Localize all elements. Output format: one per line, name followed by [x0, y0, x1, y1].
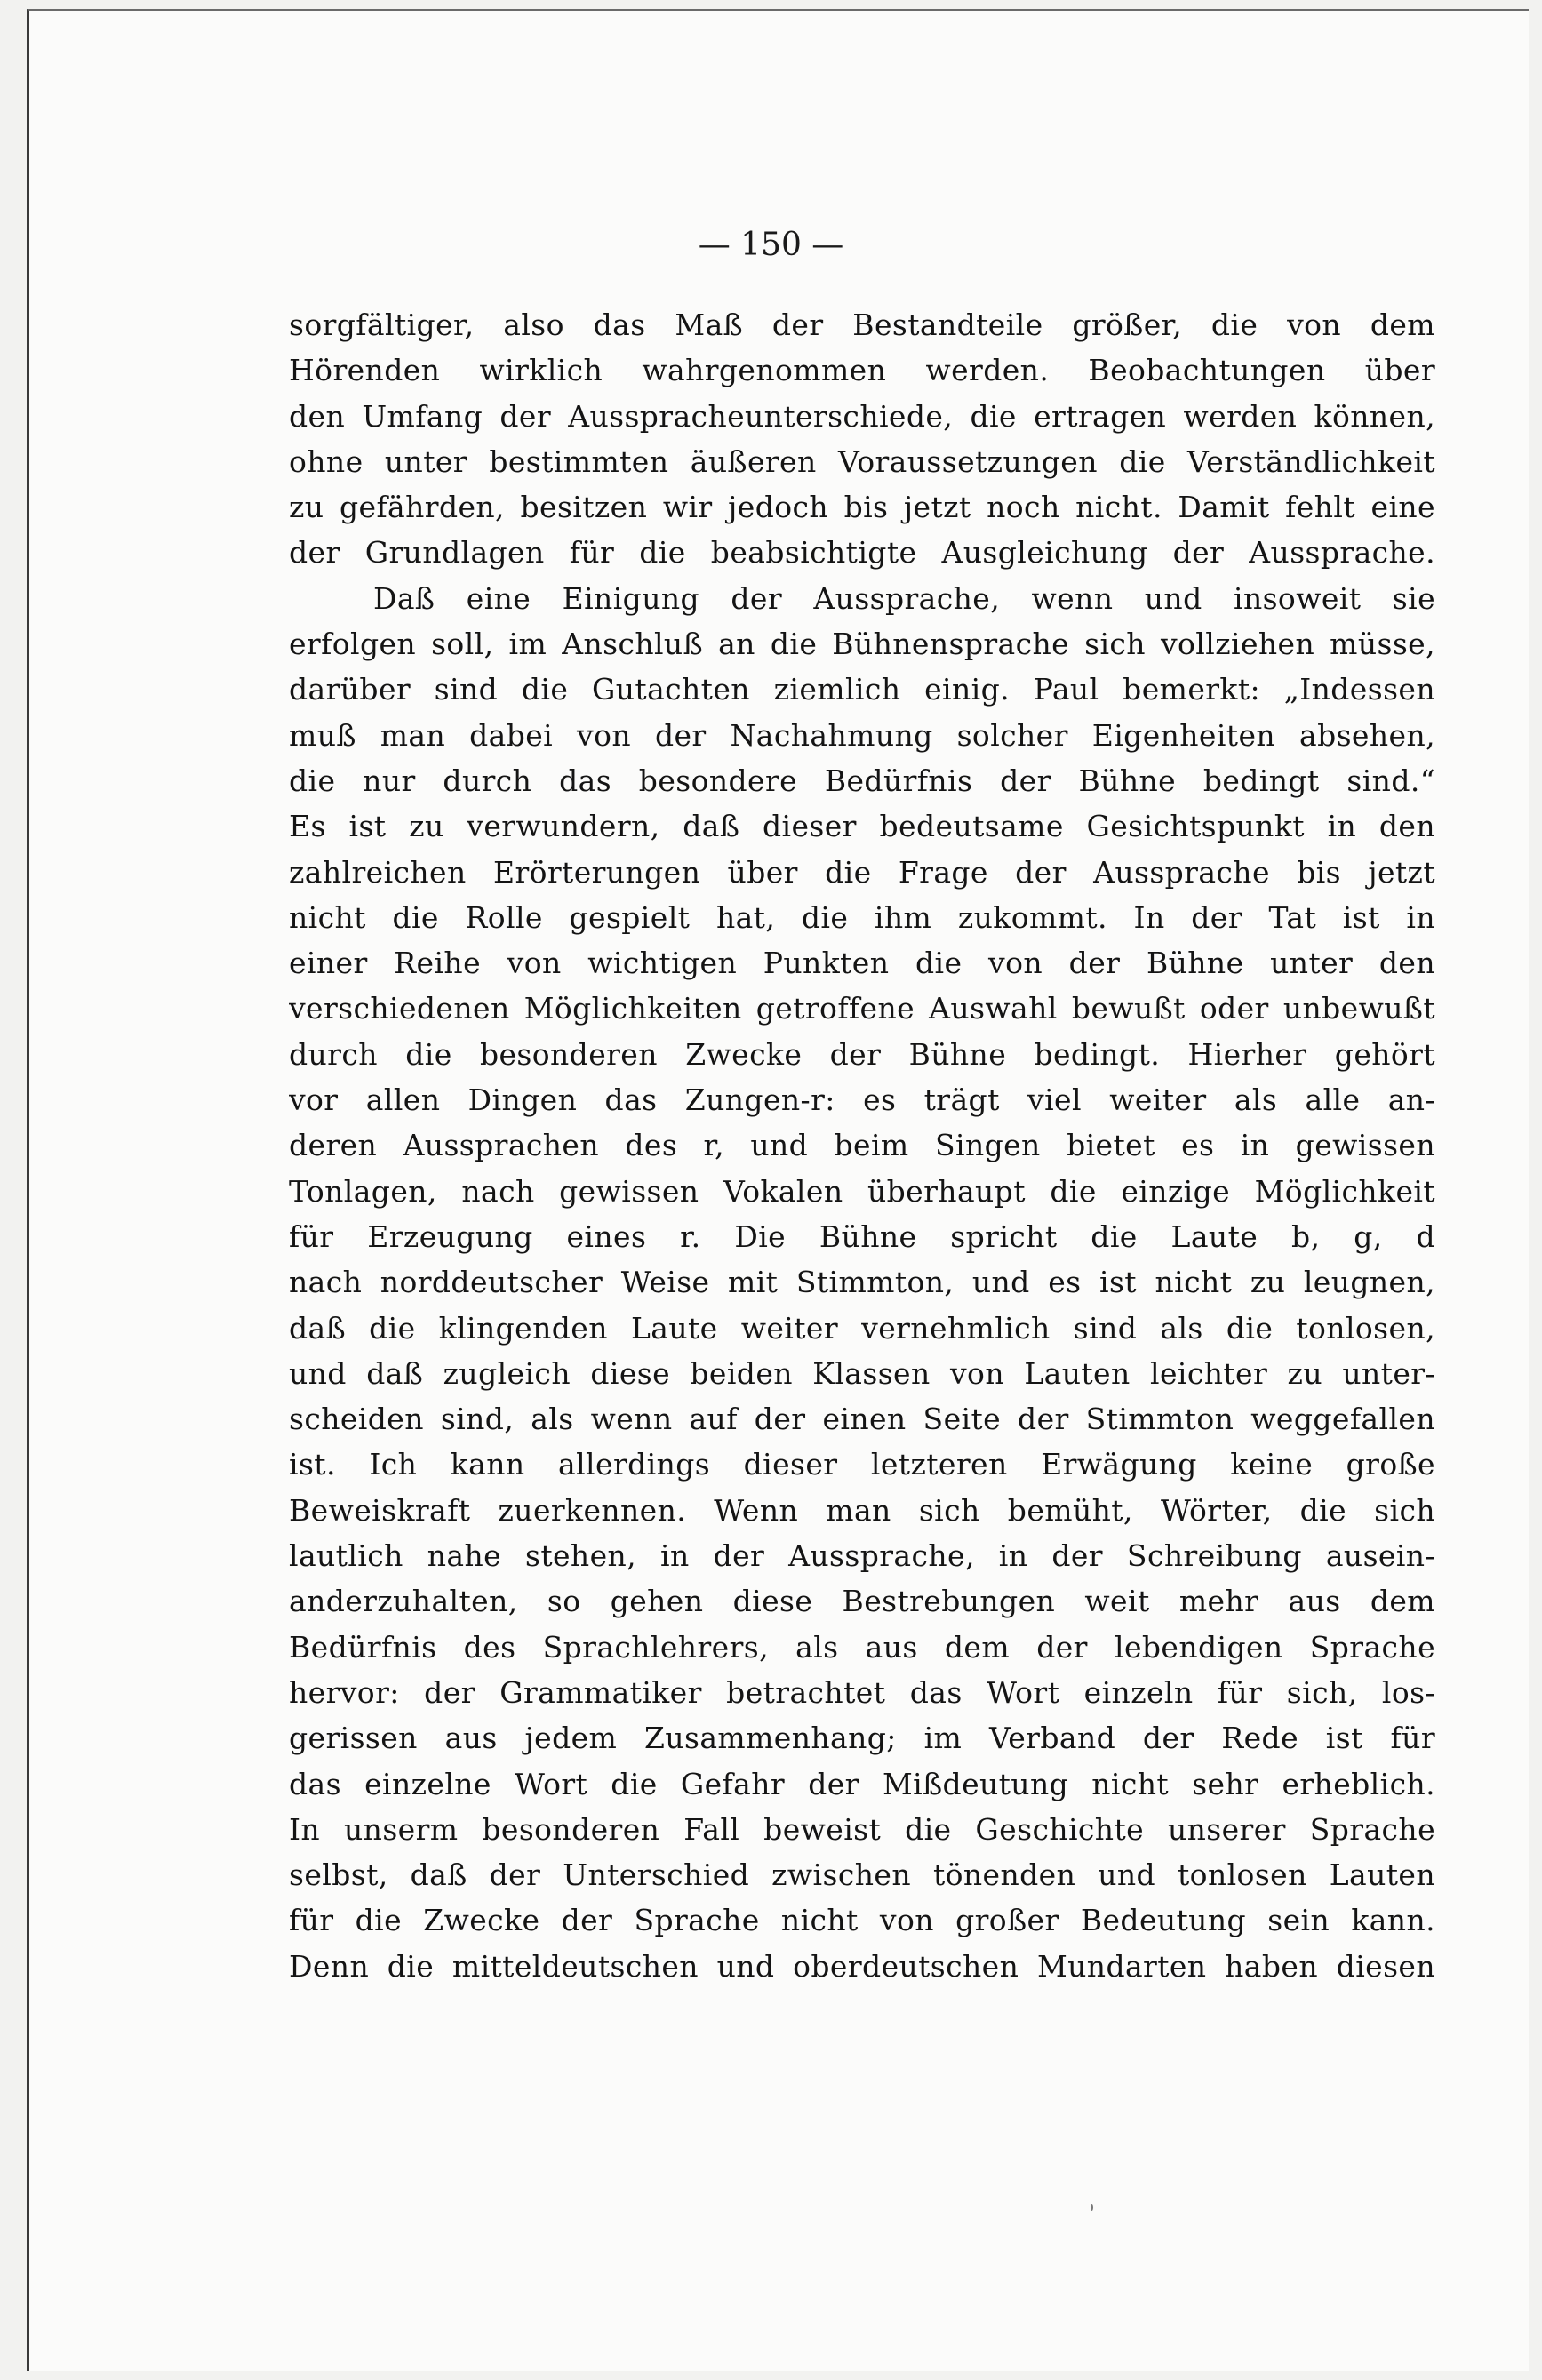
text-line: scheiden sind, als wenn auf der einen Seite der Stimmton weggefallen	[289, 1402, 1435, 1437]
text-line: Bedürfnis des Sprachlehrers, als aus dem der lebendigen Sprache	[289, 1629, 1435, 1665]
text-line: In unserm besonderen Fall beweist die Geschichte unserer Sprache	[289, 1811, 1435, 1847]
text-line: den Umfang der Aussprachеunterschiede, die ertragen werden können,	[289, 398, 1435, 434]
text-line: Es ist zu verwundern, daß dieser bedeutsame Gesichtspunkt in den	[289, 809, 1435, 844]
text-line: sorgfältiger, also das Maß der Bestandteile größer, die von dem	[289, 307, 1435, 342]
text-line: zu gefährden, besitzen wir jedoch bis jetzt noch nicht. Damit fehlt eine	[289, 490, 1435, 525]
text-line: daß die klingenden Laute weiter vernehmlich sind als die tonlosen,	[289, 1310, 1435, 1346]
text-line: Denn die mitteldeutschen und oberdeutschen Mundarten haben diesen	[289, 1948, 1435, 1984]
text-line: muß man dabei von der Nachahmung solcher Eigenheiten absehen,	[289, 717, 1435, 753]
text-line: und daß zugleich diese beiden Klassen von Lauten leichter zu unter-	[289, 1355, 1435, 1391]
text-line: der Grundlagen für die beabsichtigte Ausgleichung der Aussprache.	[289, 535, 1435, 571]
page-number: — 150 —	[698, 227, 844, 263]
text-line: für Erzeugung eines r. Die Bühne spricht die Laute b, g, d	[289, 1218, 1435, 1254]
text-line: vor allen Dingen das Zungen-r: es trägt viel weiter als alle an-	[289, 1082, 1435, 1118]
text-line: für die Zwecke der Sprache nicht von großer Bedeutung sein kann.	[289, 1903, 1435, 1938]
body-text	[289, 302, 1435, 1989]
text-line: ist. Ich kann allerdings dieser letzteren Erwägung keine große	[289, 1447, 1435, 1482]
text-line: nicht die Rolle gespielt hat, die ihm zukommt. In der Tat ist in	[289, 899, 1435, 935]
text-line: darüber sind die Gutachten ziemlich einig. Paul bemerkt: „Indessen	[289, 672, 1435, 707]
text-line: anderzuhalten, so gehen diese Bestrebungen weit mehr aus dem	[289, 1584, 1435, 1619]
text-line: das einzelne Wort die Gefahr der Mißdeutung nicht sehr erheblich.	[289, 1766, 1435, 1801]
text-line: erfolgen soll, im Anschluß an die Bühnensprache sich vollziehen müsse,	[289, 627, 1435, 662]
text-line: Hörenden wirklich wahrgenommen werden. Beobachtungen über	[289, 353, 1435, 388]
text-line: selbst, daß der Unterschied zwischen tönenden und tonlosen Lauten	[289, 1857, 1435, 1893]
text-line: Beweiskraft zuerkennen. Wenn man sich bemüht, Wörter, die sich	[289, 1492, 1435, 1528]
text-line: Daß eine Einigung der Aussprache, wenn und insoweit sie	[373, 580, 1435, 616]
text-line: durch die besonderen Zwecke der Bühne bedingt. Hierher gehört	[289, 1036, 1435, 1072]
text-line: ohne unter bestimmten äußeren Voraussetzungen die Verständlichkeit	[289, 443, 1435, 479]
text-line: einer Reihe von wichtigen Punkten die von der Bühne unter den	[289, 946, 1435, 981]
text-line: Tonlagen, nach gewissen Vokalen überhaupt die einzige Möglichkeit	[289, 1173, 1435, 1209]
text-line: deren Aussprachen des r, und beim Singen bietet es in gewissen	[289, 1128, 1435, 1163]
text-line: gerissen aus jedem Zusammenhang; im Verband der Rede ist für	[289, 1721, 1435, 1756]
text-line: nach norddeutscher Weise mit Stimmton, und es ist nicht zu leugnen,	[289, 1265, 1435, 1300]
text-line: die nur durch das besondere Bedürfnis der Bühne bedingt sind.“	[289, 763, 1435, 798]
text-line: verschiedenen Möglichkeiten getroffene Auswahl bewußt oder unbewußt	[289, 991, 1435, 1026]
scan-speck	[1091, 2204, 1093, 2211]
text-line: zahlreichen Erörterungen über die Frage der Aussprache bis jetzt	[289, 854, 1435, 890]
text-line: lautlich nahe stehen, in der Aussprache, in der Schreibung ausein-	[289, 1538, 1435, 1574]
text-line: hervor: der Grammatiker betrachtet das Wort einzeln für sich, los-	[289, 1674, 1435, 1710]
